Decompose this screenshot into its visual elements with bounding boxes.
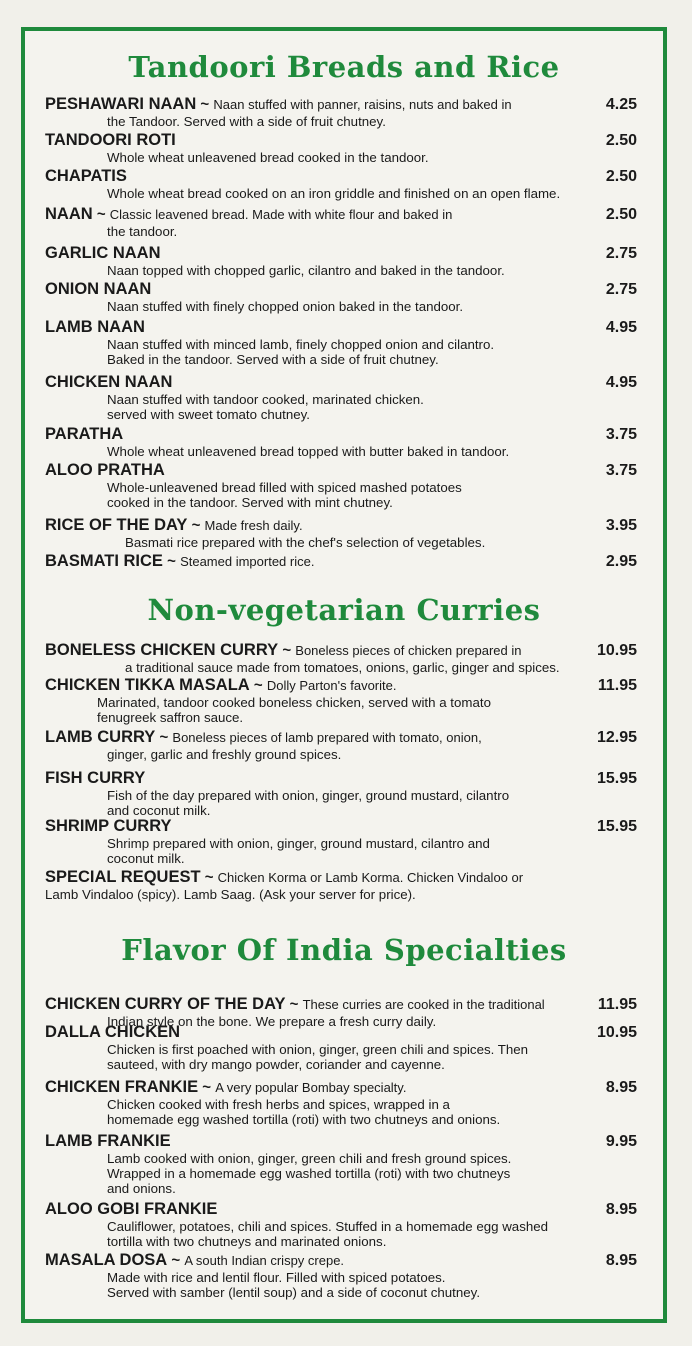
menu-item — [45, 244, 637, 278]
item-description: Chicken is first poached with onion, ginger, green chili and spices. Then sauteed, with dry mango powder, coriander and cayenne. — [107, 1042, 529, 1072]
item-price: 3.95 — [605, 517, 637, 534]
item-short-description: Boneless pieces of lamb prepared with tomato, onion, — [172, 730, 482, 745]
menu-item — [45, 1078, 637, 1127]
tilde-separator: ~ — [196, 96, 214, 113]
item-description: Basmati rice prepared with the chef's selection of vegetables. — [125, 535, 486, 550]
item-description: Made with rice and lentil flour. Filled with spiced potatoes. Served with samber (lentil soup) and a side of coconut chutney. — [107, 1270, 481, 1300]
item-description: the tandoor. — [107, 224, 178, 239]
menu-item — [45, 205, 637, 239]
item-name: RICE OF THE DAY — [45, 516, 188, 534]
item-description: Marinated, tandoor cooked boneless chicken, served with a tomato fenugreek saffron sauce. — [97, 695, 491, 725]
item-name: CHICKEN FRANKIE — [45, 1078, 199, 1096]
item-description: Whole-unleavened bread filled with spiced mashed potatoes cooked in the tandoor. Served with mint chutney. — [107, 480, 462, 510]
tilde-separator: ~ — [92, 206, 110, 223]
section-title: Non-vegetarian Curries — [147, 593, 541, 627]
menu-item — [45, 131, 637, 165]
menu-item — [45, 95, 637, 129]
menu-item — [45, 425, 637, 459]
item-name: BASMATI RICE — [45, 552, 163, 570]
item-price: 3.75 — [605, 426, 637, 443]
item-short-description: Dolly Parton's favorite. — [266, 678, 397, 693]
item-price: 8.95 — [605, 1252, 637, 1269]
item-description: Naan stuffed with finely chopped onion baked in the tandoor. — [107, 299, 464, 314]
item-name: CHICKEN TIKKA MASALA — [45, 676, 250, 694]
item-short-description: Classic leavened bread. Made with white flour and baked in — [109, 207, 453, 222]
item-description: Lamb Vindaloo (spicy). Lamb Saag. (Ask your server for price). — [45, 887, 416, 902]
item-price: 8.95 — [605, 1079, 637, 1096]
tilde-separator: ~ — [285, 996, 303, 1013]
item-description: Naan stuffed with minced lamb, finely chopped onion and cilantro. Baked in the tandoor. Served with a side of fruit chutney. — [107, 337, 495, 367]
menu-item — [45, 868, 637, 902]
item-short-description: Steamed imported rice. — [180, 554, 315, 569]
item-description: Cauliflower, potatoes, chili and spices. Stuffed in a homemade egg washed tortilla with two chutneys and marinated onions. — [107, 1219, 549, 1249]
tilde-separator: ~ — [155, 729, 173, 746]
item-name: CHICKEN NAAN — [45, 373, 173, 391]
tilde-separator: ~ — [198, 1079, 216, 1096]
section-title: Flavor Of India Specialties — [121, 933, 567, 967]
tilde-separator: ~ — [200, 869, 218, 886]
item-name: PARATHA — [45, 425, 124, 443]
menu-item — [45, 373, 637, 422]
menu-item — [45, 1132, 637, 1196]
item-description: Naan topped with chopped garlic, cilantro and baked in the tandoor. — [107, 263, 505, 278]
item-name: GARLIC NAAN — [45, 244, 161, 262]
menu-item — [45, 461, 637, 510]
section-tandoori-breads — [25, 50, 663, 84]
item-short-description: A south Indian crispy crepe. — [184, 1253, 345, 1268]
item-short-description: Boneless pieces of chicken prepared in — [295, 643, 522, 658]
section-non-veg-curries — [25, 593, 663, 627]
item-name: TANDOORI ROTI — [45, 131, 176, 149]
menu-item — [45, 1200, 637, 1249]
menu-item — [45, 552, 637, 571]
item-price: 15.95 — [596, 770, 637, 787]
item-description: Naan stuffed with tandoor cooked, marinated chicken. served with sweet tomato chutney. — [107, 392, 424, 422]
item-name: LAMB FRANKIE — [45, 1132, 171, 1150]
item-price: 9.95 — [605, 1133, 637, 1150]
item-name: NAAN — [45, 205, 93, 223]
tilde-separator: ~ — [187, 517, 205, 534]
item-name: SHRIMP CURRY — [45, 817, 172, 835]
menu-page-frame — [21, 27, 667, 1323]
item-name: CHAPATIS — [45, 167, 127, 185]
item-price: 2.75 — [605, 281, 637, 298]
item-name: SPECIAL REQUEST — [45, 868, 201, 886]
menu-item — [45, 641, 637, 675]
item-price: 4.95 — [605, 319, 637, 336]
tilde-separator: ~ — [278, 642, 296, 659]
item-short-description: A very popular Bombay specialty. — [215, 1080, 407, 1095]
item-price: 10.95 — [596, 642, 637, 659]
item-price: 12.95 — [596, 729, 637, 746]
item-name: BONELESS CHICKEN CURRY — [45, 641, 279, 659]
item-price: 15.95 — [596, 818, 637, 835]
menu-item — [45, 817, 637, 866]
item-price: 2.95 — [605, 553, 637, 570]
item-description: Chicken cooked with fresh herbs and spices, wrapped in a homemade egg washed tortilla (roti) with two chutneys and onions. — [107, 1097, 501, 1127]
item-price: 2.75 — [605, 245, 637, 262]
item-name: FISH CURRY — [45, 769, 146, 787]
item-name: LAMB NAAN — [45, 318, 145, 336]
item-price: 11.95 — [597, 677, 637, 694]
menu-item — [45, 1023, 637, 1072]
item-price: 2.50 — [605, 168, 637, 185]
menu-item — [45, 280, 637, 314]
item-name: CHICKEN CURRY OF THE DAY — [45, 995, 286, 1013]
menu-item — [45, 728, 637, 762]
item-name: DALLA CHICKEN — [45, 1023, 181, 1041]
menu-item — [45, 516, 637, 550]
item-price: 4.25 — [605, 96, 637, 113]
tilde-separator: ~ — [162, 553, 181, 570]
item-short-description: Made fresh daily. — [204, 518, 303, 533]
item-price: 11.95 — [597, 996, 637, 1013]
item-description: Whole wheat bread cooked on an iron griddle and finished on an open flame. — [107, 186, 561, 201]
section-flavor-of-india — [25, 933, 663, 967]
item-description: Indian style on the bone. We prepare a fresh curry daily. — [107, 1014, 437, 1029]
item-name: LAMB CURRY — [45, 728, 156, 746]
item-short-description: These curries are cooked in the traditional — [302, 997, 545, 1012]
menu-item — [45, 676, 637, 725]
menu-item — [45, 769, 637, 818]
item-description: the Tandoor. Served with a side of fruit chutney. — [107, 114, 386, 129]
item-short-description: Naan stuffed with panner, raisins, nuts and baked in — [213, 97, 512, 112]
item-name: ALOO GOBI FRANKIE — [45, 1200, 218, 1218]
item-name: ALOO PRATHA — [45, 461, 165, 479]
menu-item — [45, 167, 637, 201]
item-price: 8.95 — [605, 1201, 637, 1218]
item-price: 2.50 — [605, 132, 637, 149]
tilde-separator: ~ — [249, 677, 267, 694]
item-price: 2.50 — [605, 206, 637, 223]
item-description: Whole wheat unleavened bread cooked in the tandoor. — [107, 150, 429, 165]
item-name: PESHAWARI NAAN — [45, 95, 197, 113]
menu-item — [45, 1251, 637, 1300]
item-price: 4.95 — [605, 374, 637, 391]
item-description: Fish of the day prepared with onion, ginger, ground mustard, cilantro and coconut milk. — [107, 788, 510, 818]
item-description: Shrimp prepared with onion, ginger, ground mustard, cilantro and coconut milk. — [107, 836, 490, 866]
item-description: Lamb cooked with onion, ginger, green chili and fresh ground spices. Wrapped in a homemade egg washed tortilla (roti) with two chutneys and onions. — [107, 1151, 512, 1196]
item-price: 3.75 — [605, 462, 637, 479]
item-description: Whole wheat unleavened bread topped with butter baked in tandoor. — [107, 444, 510, 459]
item-name: MASALA DOSA — [45, 1251, 168, 1269]
item-description: ginger, garlic and freshly ground spices. — [107, 747, 342, 762]
tilde-separator: ~ — [167, 1252, 185, 1269]
item-short-description: Chicken Korma or Lamb Korma. Chicken Vindaloo or — [217, 870, 524, 885]
menu-item — [45, 318, 637, 367]
item-price: 10.95 — [596, 1024, 637, 1041]
item-name: ONION NAAN — [45, 280, 152, 298]
item-description: a traditional sauce made from tomatoes, onions, garlic, ginger and spices. — [125, 660, 560, 675]
section-title: Tandoori Breads and Rice — [128, 50, 560, 84]
